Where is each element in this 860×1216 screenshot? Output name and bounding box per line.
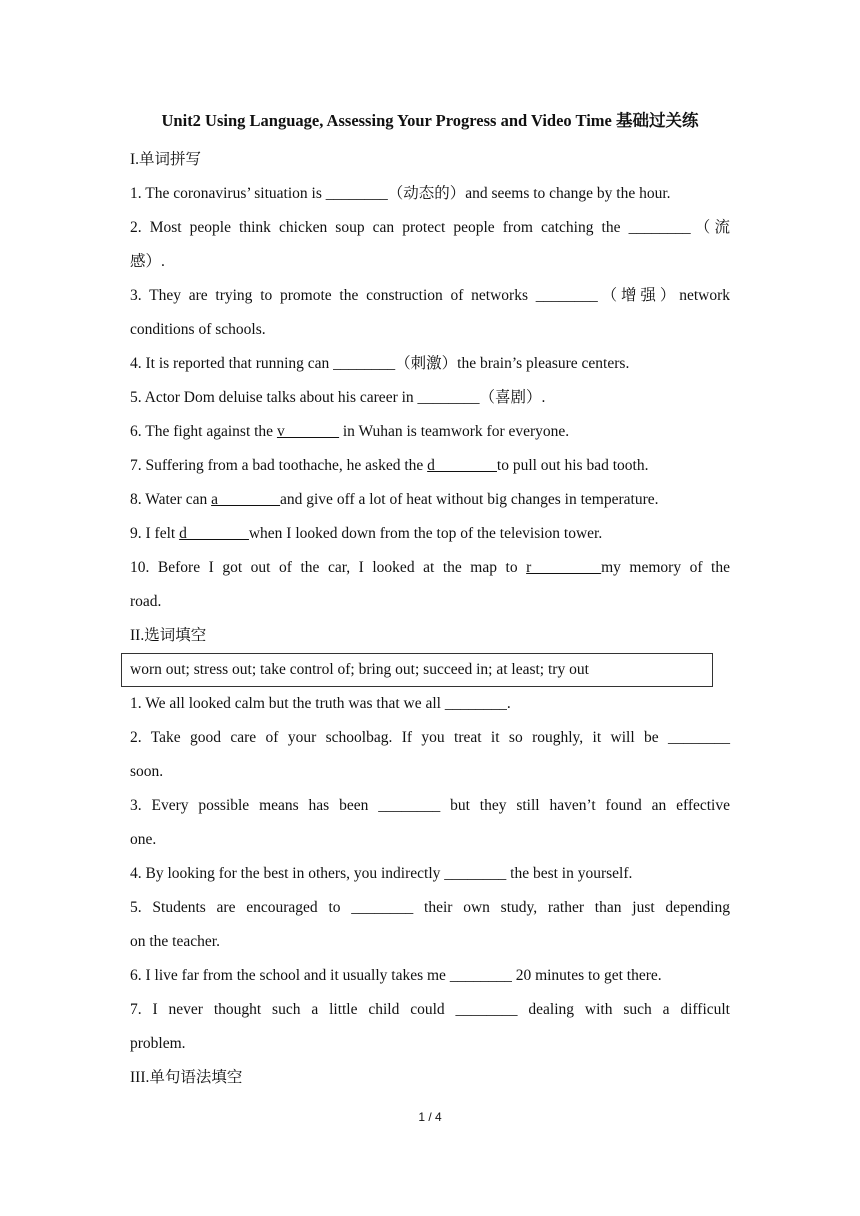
section-heading-grammar: III.单句语法填空 bbox=[130, 1069, 243, 1086]
section-heading-spelling: I.单词拼写 bbox=[130, 151, 202, 168]
word-bank-box: worn out; stress out; take control of; bring out; succeed in; at least; try out bbox=[121, 653, 713, 687]
page-number: 1 / 4 bbox=[418, 1110, 442, 1124]
spelling-question-3: 3. They are trying to promote the construction of networks ________（增强）network bbox=[130, 287, 730, 304]
section-heading-word-choice: II.选词填空 bbox=[130, 627, 207, 644]
fill-question-3: 3. Every possible means has been ________ but they still haven’t found an effective bbox=[130, 797, 730, 814]
spelling-question-3-cont: conditions of schools. bbox=[130, 321, 266, 338]
answer-blank: r_________ bbox=[526, 559, 602, 576]
question-text: in Wuhan is teamwork for everyone. bbox=[338, 423, 570, 440]
spelling-question-2: 2. Most people think chicken soup can protect people from catching the ________（流 bbox=[130, 219, 730, 236]
spelling-question-9 bbox=[130, 517, 730, 551]
answer-blank: v_______ bbox=[276, 423, 339, 440]
question-text: 7. Suffering from a bad toothache, he asked the bbox=[130, 457, 428, 474]
question-text: 9. I felt bbox=[130, 525, 180, 542]
question-text: 6. The fight against the bbox=[130, 423, 277, 440]
spelling-question-10 bbox=[130, 551, 730, 585]
spelling-question-1: 1. The coronavirus’ situation is ________（动态的）and seems to change by the hour. bbox=[130, 185, 671, 202]
fill-question-7-cont: problem. bbox=[130, 1035, 186, 1052]
spelling-question-8 bbox=[130, 483, 730, 517]
spelling-question-7 bbox=[130, 449, 730, 483]
page-title: Unit2 Using Language, Assessing Your Progress and Video Time 基础过关练 bbox=[161, 111, 699, 130]
question-text: my memory of the bbox=[601, 559, 730, 576]
worksheet-content bbox=[130, 143, 730, 1095]
fill-question-7: 7. I never thought such a little child could ________ dealing with such a difficult bbox=[130, 1001, 730, 1018]
fill-question-6: 6. I live far from the school and it usually takes me ________ 20 minutes to get there. bbox=[130, 967, 662, 984]
answer-blank: d________ bbox=[179, 525, 249, 542]
question-text: and give off a lot of heat without big changes in temperature. bbox=[280, 491, 659, 508]
fill-question-5: 5. Students are encouraged to ________ their own study, rather than just depending bbox=[130, 899, 730, 916]
spelling-question-5: 5. Actor Dom deluise talks about his career in ________（喜剧）. bbox=[130, 389, 546, 406]
spelling-question-10-cont: road. bbox=[130, 593, 162, 610]
fill-question-2-cont: soon. bbox=[130, 763, 164, 780]
spelling-question-2-cont: 感）. bbox=[130, 253, 165, 270]
fill-question-4: 4. By looking for the best in others, you indirectly ________ the best in yourself. bbox=[130, 865, 633, 882]
question-text: when I looked down from the top of the television tower. bbox=[248, 525, 603, 542]
question-text: 8. Water can bbox=[130, 491, 212, 508]
fill-question-1: 1. We all looked calm but the truth was that we all ________. bbox=[130, 695, 511, 712]
fill-question-3-cont: one. bbox=[130, 831, 157, 848]
question-text: 10. Before I got out of the car, I looked at the map to bbox=[130, 559, 527, 576]
spelling-question-6 bbox=[130, 415, 730, 449]
question-text: to pull out his bad tooth. bbox=[496, 457, 649, 474]
spelling-question-4: 4. It is reported that running can ________（刺激）the brain’s pleasure centers. bbox=[130, 355, 630, 372]
answer-blank: a________ bbox=[211, 491, 280, 508]
fill-question-5-cont: on the teacher. bbox=[130, 933, 220, 950]
fill-question-2: 2. Take good care of your schoolbag. If you treat it so roughly, it will be ________ bbox=[130, 729, 730, 746]
answer-blank: d________ bbox=[427, 457, 497, 474]
